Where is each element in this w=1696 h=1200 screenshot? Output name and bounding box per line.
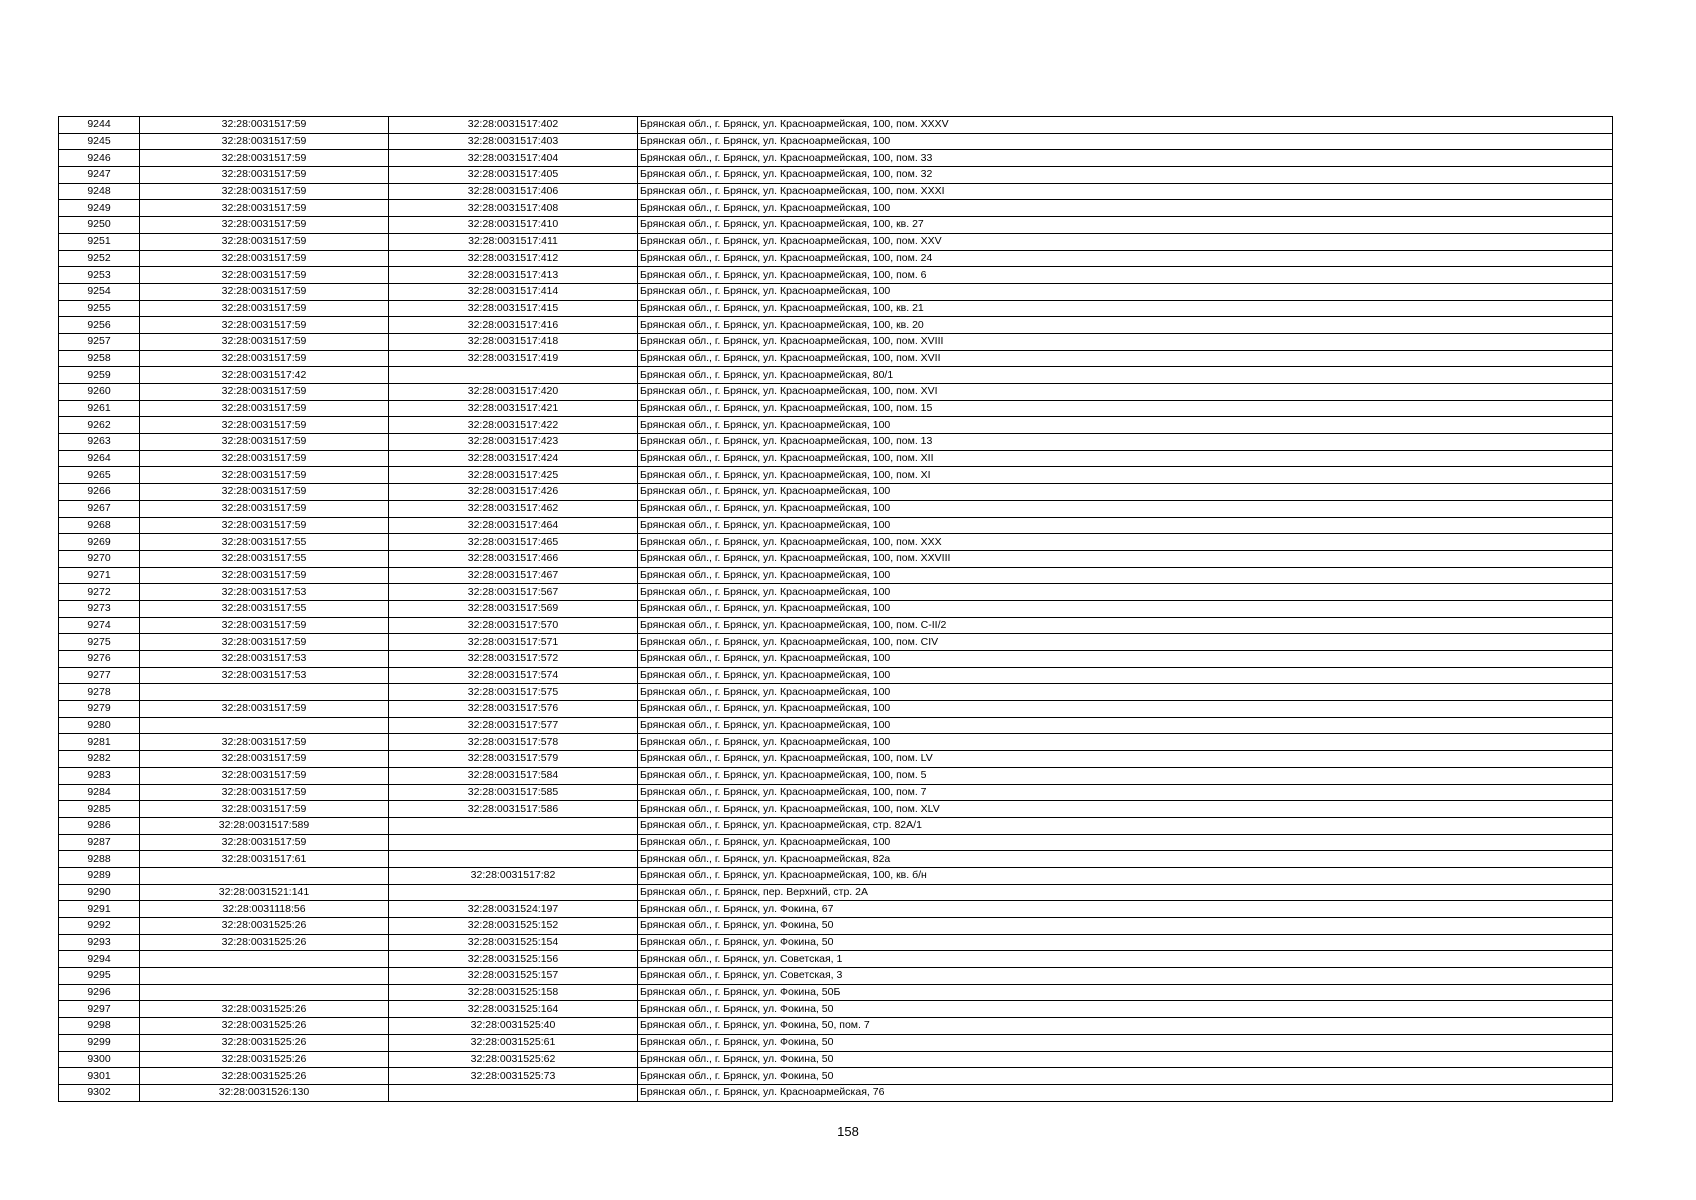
table-row (59, 283, 1613, 300)
land-cadastral-number-cell: 32:28:0031517:59 (140, 267, 389, 284)
table-row (59, 384, 1613, 401)
table-row (59, 150, 1613, 167)
table-row (59, 834, 1613, 851)
object-cadastral-number-cell: 32:28:0031517:577 (389, 717, 638, 734)
address-cell: Брянская обл., г. Брянск, ул. Красноармейская, 100, пом. XXXV (638, 117, 1613, 134)
object-cadastral-number-cell: 32:28:0031517:413 (389, 267, 638, 284)
address-cell: Брянская обл., г. Брянск, ул. Красноармейская, 100, пом. XXV (638, 233, 1613, 250)
land-cadastral-number-cell: 32:28:0031525:26 (140, 1068, 389, 1085)
row-number-cell: 9279 (59, 701, 140, 718)
object-cadastral-number-cell: 32:28:0031517:422 (389, 417, 638, 434)
object-cadastral-number-cell: 32:28:0031525:73 (389, 1068, 638, 1085)
object-cadastral-number-cell: 32:28:0031517:464 (389, 517, 638, 534)
row-number-cell: 9275 (59, 634, 140, 651)
address-cell: Брянская обл., г. Брянск, ул. Красноармейская, 100 (638, 417, 1613, 434)
address-cell: Брянская обл., г. Брянск, ул. Красноармейская, 100, пом. 33 (638, 150, 1613, 167)
row-number-cell: 9280 (59, 717, 140, 734)
address-cell: Брянская обл., г. Брянск, ул. Красноармейская, 100 (638, 567, 1613, 584)
object-cadastral-number-cell: 32:28:0031517:570 (389, 617, 638, 634)
row-number-cell: 9268 (59, 517, 140, 534)
land-cadastral-number-cell: 32:28:0031517:59 (140, 517, 389, 534)
land-cadastral-number-cell: 32:28:0031118:56 (140, 901, 389, 918)
address-cell: Брянская обл., г. Брянск, ул. Красноармейская, 100, пом. XII (638, 450, 1613, 467)
table-row (59, 133, 1613, 150)
table-row (59, 901, 1613, 918)
table-row (59, 200, 1613, 217)
object-cadastral-number-cell: 32:28:0031525:158 (389, 984, 638, 1001)
land-cadastral-number-cell (140, 717, 389, 734)
table-row (59, 550, 1613, 567)
land-cadastral-number-cell: 32:28:0031517:61 (140, 851, 389, 868)
address-cell: Брянская обл., г. Брянск, ул. Красноармейская, 76 (638, 1084, 1613, 1101)
address-cell: Брянская обл., г. Брянск, ул. Фокина, 50 (638, 918, 1613, 935)
object-cadastral-number-cell: 32:28:0031525:154 (389, 934, 638, 951)
address-cell: Брянская обл., г. Брянск, ул. Красноармейская, 100, пом. XI (638, 467, 1613, 484)
address-cell: Брянская обл., г. Брянск, ул. Красноармейская, 100, пом. 15 (638, 400, 1613, 417)
row-number-cell: 9260 (59, 384, 140, 401)
row-number-cell: 9255 (59, 300, 140, 317)
land-cadastral-number-cell: 32:28:0031517:59 (140, 567, 389, 584)
land-cadastral-number-cell: 32:28:0031517:59 (140, 117, 389, 134)
address-cell: Брянская обл., г. Брянск, ул. Красноармейская, 100, пом. XXX (638, 534, 1613, 551)
table-row (59, 784, 1613, 801)
object-cadastral-number-cell: 32:28:0031525:152 (389, 918, 638, 935)
address-cell: Брянская обл., г. Брянск, ул. Фокина, 50, пом. 7 (638, 1018, 1613, 1035)
row-number-cell: 9252 (59, 250, 140, 267)
table-row (59, 250, 1613, 267)
object-cadastral-number-cell: 32:28:0031525:62 (389, 1051, 638, 1068)
row-number-cell: 9257 (59, 333, 140, 350)
table-row (59, 951, 1613, 968)
object-cadastral-number-cell: 32:28:0031517:425 (389, 467, 638, 484)
address-cell: Брянская обл., г. Брянск, ул. Красноармейская, 100 (638, 517, 1613, 534)
land-cadastral-number-cell: 32:28:0031517:59 (140, 734, 389, 751)
row-number-cell: 9247 (59, 167, 140, 184)
address-cell: Брянская обл., г. Брянск, ул. Красноармейская, 100, пом. С-II/2 (638, 617, 1613, 634)
land-cadastral-number-cell: 32:28:0031517:59 (140, 500, 389, 517)
table-row (59, 617, 1613, 634)
row-number-cell: 9254 (59, 283, 140, 300)
row-number-cell: 9253 (59, 267, 140, 284)
object-cadastral-number-cell: 32:28:0031517:571 (389, 634, 638, 651)
object-cadastral-number-cell: 32:28:0031517:412 (389, 250, 638, 267)
object-cadastral-number-cell: 32:28:0031517:567 (389, 584, 638, 601)
object-cadastral-number-cell: 32:28:0031517:418 (389, 333, 638, 350)
land-cadastral-number-cell (140, 684, 389, 701)
row-number-cell: 9294 (59, 951, 140, 968)
object-cadastral-number-cell (389, 851, 638, 868)
land-cadastral-number-cell: 32:28:0031517:55 (140, 600, 389, 617)
row-number-cell: 9249 (59, 200, 140, 217)
land-cadastral-number-cell: 32:28:0031517:59 (140, 467, 389, 484)
row-number-cell: 9290 (59, 884, 140, 901)
row-number-cell: 9259 (59, 367, 140, 384)
address-cell: Брянская обл., г. Брянск, ул. Фокина, 50 (638, 1001, 1613, 1018)
page-number: 158 (837, 1124, 859, 1139)
land-cadastral-number-cell: 32:28:0031517:59 (140, 634, 389, 651)
table-row (59, 467, 1613, 484)
table-row (59, 233, 1613, 250)
address-cell: Брянская обл., г. Брянск, ул. Красноармейская, 82а (638, 851, 1613, 868)
address-cell: Брянская обл., г. Брянск, ул. Красноармейская, 100, пом. 32 (638, 167, 1613, 184)
table-row (59, 634, 1613, 651)
address-cell: Брянская обл., г. Брянск, ул. Красноармейская, 100, пом. 7 (638, 784, 1613, 801)
land-cadastral-number-cell: 32:28:0031517:42 (140, 367, 389, 384)
land-cadastral-number-cell: 32:28:0031517:59 (140, 167, 389, 184)
row-number-cell: 9261 (59, 400, 140, 417)
table-row (59, 1068, 1613, 1085)
land-cadastral-number-cell: 32:28:0031517:59 (140, 767, 389, 784)
table-row (59, 684, 1613, 701)
land-cadastral-number-cell: 32:28:0031517:59 (140, 751, 389, 768)
land-cadastral-number-cell: 32:28:0031517:59 (140, 300, 389, 317)
land-cadastral-number-cell: 32:28:0031525:26 (140, 1018, 389, 1035)
address-cell: Брянская обл., г. Брянск, ул. Красноармейская, 100, кв. 27 (638, 217, 1613, 234)
row-number-cell: 9256 (59, 317, 140, 334)
row-number-cell: 9248 (59, 183, 140, 200)
address-cell: Брянская обл., г. Брянск, ул. Красноармейская, 80/1 (638, 367, 1613, 384)
object-cadastral-number-cell: 32:28:0031517:574 (389, 667, 638, 684)
object-cadastral-number-cell: 32:28:0031517:579 (389, 751, 638, 768)
table-row (59, 717, 1613, 734)
row-number-cell: 9300 (59, 1051, 140, 1068)
address-cell: Брянская обл., г. Брянск, ул. Красноармейская, стр. 82А/1 (638, 817, 1613, 834)
table-row (59, 1001, 1613, 1018)
object-cadastral-number-cell: 32:28:0031517:410 (389, 217, 638, 234)
land-cadastral-number-cell (140, 984, 389, 1001)
table-row (59, 117, 1613, 134)
land-cadastral-number-cell: 32:28:0031517:59 (140, 484, 389, 501)
object-cadastral-number-cell: 32:28:0031517:586 (389, 801, 638, 818)
address-cell: Брянская обл., г. Брянск, ул. Фокина, 50 (638, 1051, 1613, 1068)
land-cadastral-number-cell: 32:28:0031517:59 (140, 417, 389, 434)
object-cadastral-number-cell: 32:28:0031517:406 (389, 183, 638, 200)
row-number-cell: 9285 (59, 801, 140, 818)
land-cadastral-number-cell: 32:28:0031526:130 (140, 1084, 389, 1101)
land-cadastral-number-cell: 32:28:0031517:53 (140, 584, 389, 601)
object-cadastral-number-cell: 32:28:0031517:467 (389, 567, 638, 584)
address-cell: Брянская обл., г. Брянск, ул. Красноармейская, 100, пом. XXVIII (638, 550, 1613, 567)
address-cell: Брянская обл., г. Брянск, ул. Красноармейская, 100, пом. LV (638, 751, 1613, 768)
object-cadastral-number-cell: 32:28:0031517:403 (389, 133, 638, 150)
land-cadastral-number-cell: 32:28:0031517:59 (140, 200, 389, 217)
land-cadastral-number-cell: 32:28:0031517:59 (140, 784, 389, 801)
row-number-cell: 9269 (59, 534, 140, 551)
object-cadastral-number-cell: 32:28:0031517:576 (389, 701, 638, 718)
table-row (59, 1034, 1613, 1051)
address-cell: Брянская обл., г. Брянск, ул. Красноармейская, 100, пом. XVIII (638, 333, 1613, 350)
object-cadastral-number-cell: 32:28:0031517:416 (389, 317, 638, 334)
row-number-cell: 9265 (59, 467, 140, 484)
land-cadastral-number-cell: 32:28:0031517:59 (140, 150, 389, 167)
object-cadastral-number-cell: 32:28:0031517:584 (389, 767, 638, 784)
object-cadastral-number-cell: 32:28:0031517:575 (389, 684, 638, 701)
land-cadastral-number-cell: 32:28:0031517:59 (140, 250, 389, 267)
table-row (59, 300, 1613, 317)
address-cell: Брянская обл., г. Брянск, ул. Красноармейская, 100 (638, 717, 1613, 734)
land-cadastral-number-cell: 32:28:0031517:59 (140, 834, 389, 851)
row-number-cell: 9297 (59, 1001, 140, 1018)
address-cell: Брянская обл., г. Брянск, ул. Советская, 3 (638, 968, 1613, 985)
land-cadastral-number-cell (140, 867, 389, 884)
address-cell: Брянская обл., г. Брянск, ул. Красноармейская, 100, пом. CIV (638, 634, 1613, 651)
row-number-cell: 9286 (59, 817, 140, 834)
row-number-cell: 9266 (59, 484, 140, 501)
land-cadastral-number-cell: 32:28:0031517:59 (140, 333, 389, 350)
land-cadastral-number-cell: 32:28:0031517:59 (140, 183, 389, 200)
row-number-cell: 9295 (59, 968, 140, 985)
land-cadastral-number-cell: 32:28:0031517:59 (140, 384, 389, 401)
table-row (59, 851, 1613, 868)
row-number-cell: 9302 (59, 1084, 140, 1101)
address-cell: Брянская обл., г. Брянск, ул. Фокина, 50 (638, 1034, 1613, 1051)
object-cadastral-number-cell: 32:28:0031525:157 (389, 968, 638, 985)
row-number-cell: 9264 (59, 450, 140, 467)
object-cadastral-number-cell: 32:28:0031517:419 (389, 350, 638, 367)
land-cadastral-number-cell: 32:28:0031517:59 (140, 133, 389, 150)
land-cadastral-number-cell: 32:28:0031517:59 (140, 450, 389, 467)
land-cadastral-number-cell: 32:28:0031517:59 (140, 434, 389, 451)
table-row (59, 567, 1613, 584)
row-number-cell: 9291 (59, 901, 140, 918)
address-cell: Брянская обл., г. Брянск, ул. Фокина, 50Б (638, 984, 1613, 1001)
address-cell: Брянская обл., г. Брянск, ул. Красноармейская, 100, кв. б/н (638, 867, 1613, 884)
table-row (59, 934, 1613, 951)
land-cadastral-number-cell: 32:28:0031517:59 (140, 701, 389, 718)
table-row (59, 367, 1613, 384)
table-row (59, 968, 1613, 985)
address-cell: Брянская обл., г. Брянск, ул. Красноармейская, 100 (638, 133, 1613, 150)
object-cadastral-number-cell: 32:28:0031517:414 (389, 283, 638, 300)
address-cell: Брянская обл., г. Брянск, ул. Красноармейская, 100 (638, 484, 1613, 501)
table-row (59, 701, 1613, 718)
row-number-cell: 9282 (59, 751, 140, 768)
table-row (59, 534, 1613, 551)
row-number-cell: 9251 (59, 233, 140, 250)
table-row (59, 867, 1613, 884)
address-cell: Брянская обл., г. Брянск, ул. Фокина, 67 (638, 901, 1613, 918)
object-cadastral-number-cell (389, 817, 638, 834)
address-cell: Брянская обл., г. Брянск, ул. Красноармейская, 100 (638, 667, 1613, 684)
land-cadastral-number-cell: 32:28:0031525:26 (140, 934, 389, 951)
row-number-cell: 9292 (59, 918, 140, 935)
object-cadastral-number-cell: 32:28:0031517:426 (389, 484, 638, 501)
table-row (59, 183, 1613, 200)
table-row (59, 984, 1613, 1001)
address-cell: Брянская обл., г. Брянск, ул. Красноармейская, 100 (638, 500, 1613, 517)
address-cell: Брянская обл., г. Брянск, ул. Красноармейская, 100 (638, 834, 1613, 851)
object-cadastral-number-cell: 32:28:0031517:585 (389, 784, 638, 801)
address-cell: Брянская обл., г. Брянск, ул. Красноармейская, 100, пом. 5 (638, 767, 1613, 784)
table-row (59, 918, 1613, 935)
table-row (59, 1084, 1613, 1101)
row-number-cell: 9276 (59, 651, 140, 668)
table-row (59, 1051, 1613, 1068)
table-row (59, 484, 1613, 501)
land-cadastral-number-cell: 32:28:0031517:59 (140, 283, 389, 300)
row-number-cell: 9274 (59, 617, 140, 634)
row-number-cell: 9301 (59, 1068, 140, 1085)
land-cadastral-number-cell: 32:28:0031525:26 (140, 1051, 389, 1068)
table-row (59, 400, 1613, 417)
address-cell: Брянская обл., г. Брянск, ул. Фокина, 50 (638, 1068, 1613, 1085)
row-number-cell: 9296 (59, 984, 140, 1001)
address-cell: Брянская обл., г. Брянск, ул. Красноармейская, 100, пом. 24 (638, 250, 1613, 267)
row-number-cell: 9281 (59, 734, 140, 751)
table-row (59, 801, 1613, 818)
object-cadastral-number-cell: 32:28:0031517:466 (389, 550, 638, 567)
registry-table (58, 116, 1613, 1102)
address-cell: Брянская обл., г. Брянск, ул. Красноармейская, 100 (638, 600, 1613, 617)
row-number-cell: 9258 (59, 350, 140, 367)
table-row (59, 651, 1613, 668)
object-cadastral-number-cell (389, 367, 638, 384)
address-cell: Брянская обл., г. Брянск, ул. Советская, 1 (638, 951, 1613, 968)
row-number-cell: 9287 (59, 834, 140, 851)
land-cadastral-number-cell: 32:28:0031517:55 (140, 534, 389, 551)
land-cadastral-number-cell (140, 968, 389, 985)
row-number-cell: 9267 (59, 500, 140, 517)
address-cell: Брянская обл., г. Брянск, ул. Красноармейская, 100 (638, 200, 1613, 217)
object-cadastral-number-cell: 32:28:0031517:404 (389, 150, 638, 167)
address-cell: Брянская обл., г. Брянск, ул. Красноармейская, 100 (638, 584, 1613, 601)
object-cadastral-number-cell: 32:28:0031525:40 (389, 1018, 638, 1035)
table-row (59, 584, 1613, 601)
table-row (59, 317, 1613, 334)
table-row (59, 167, 1613, 184)
object-cadastral-number-cell (389, 834, 638, 851)
table-row (59, 751, 1613, 768)
object-cadastral-number-cell: 32:28:0031517:405 (389, 167, 638, 184)
object-cadastral-number-cell: 32:28:0031517:82 (389, 867, 638, 884)
land-cadastral-number-cell: 32:28:0031517:59 (140, 617, 389, 634)
land-cadastral-number-cell: 32:28:0031517:59 (140, 801, 389, 818)
table-row (59, 417, 1613, 434)
table-row (59, 333, 1613, 350)
address-cell: Брянская обл., г. Брянск, ул. Красноармейская, 100 (638, 283, 1613, 300)
address-cell: Брянская обл., г. Брянск, ул. Красноармейская, 100 (638, 701, 1613, 718)
address-cell: Брянская обл., г. Брянск, ул. Фокина, 50 (638, 934, 1613, 951)
object-cadastral-number-cell: 32:28:0031517:421 (389, 400, 638, 417)
table-row (59, 667, 1613, 684)
table-row (59, 500, 1613, 517)
row-number-cell: 9244 (59, 117, 140, 134)
table-row (59, 734, 1613, 751)
object-cadastral-number-cell: 32:28:0031517:578 (389, 734, 638, 751)
object-cadastral-number-cell: 32:28:0031517:423 (389, 434, 638, 451)
row-number-cell: 9278 (59, 684, 140, 701)
address-cell: Брянская обл., г. Брянск, ул. Красноармейская, 100, пом. 6 (638, 267, 1613, 284)
object-cadastral-number-cell: 32:28:0031517:420 (389, 384, 638, 401)
table-row (59, 350, 1613, 367)
address-cell: Брянская обл., г. Брянск, ул. Красноармейская, 100, пом. 13 (638, 434, 1613, 451)
land-cadastral-number-cell: 32:28:0031517:589 (140, 817, 389, 834)
land-cadastral-number-cell: 32:28:0031525:26 (140, 1001, 389, 1018)
object-cadastral-number-cell: 32:28:0031517:424 (389, 450, 638, 467)
address-cell: Брянская обл., г. Брянск, ул. Красноармейская, 100, пом. XVII (638, 350, 1613, 367)
object-cadastral-number-cell: 32:28:0031525:164 (389, 1001, 638, 1018)
registry-table-body (59, 117, 1613, 1102)
object-cadastral-number-cell: 32:28:0031517:402 (389, 117, 638, 134)
land-cadastral-number-cell: 32:28:0031517:59 (140, 217, 389, 234)
land-cadastral-number-cell: 32:28:0031525:26 (140, 1034, 389, 1051)
row-number-cell: 9263 (59, 434, 140, 451)
object-cadastral-number-cell: 32:28:0031517:465 (389, 534, 638, 551)
table-row (59, 767, 1613, 784)
address-cell: Брянская обл., г. Брянск, ул. Красноармейская, 100 (638, 734, 1613, 751)
object-cadastral-number-cell: 32:28:0031517:572 (389, 651, 638, 668)
object-cadastral-number-cell: 32:28:0031517:415 (389, 300, 638, 317)
row-number-cell: 9289 (59, 867, 140, 884)
object-cadastral-number-cell: 32:28:0031517:462 (389, 500, 638, 517)
row-number-cell: 9273 (59, 600, 140, 617)
address-cell: Брянская обл., г. Брянск, пер. Верхний, стр. 2А (638, 884, 1613, 901)
object-cadastral-number-cell: 32:28:0031525:61 (389, 1034, 638, 1051)
land-cadastral-number-cell: 32:28:0031517:55 (140, 550, 389, 567)
land-cadastral-number-cell: 32:28:0031521:141 (140, 884, 389, 901)
object-cadastral-number-cell: 32:28:0031525:156 (389, 951, 638, 968)
address-cell: Брянская обл., г. Брянск, ул. Красноармейская, 100, пом. XLV (638, 801, 1613, 818)
table-row (59, 434, 1613, 451)
address-cell: Брянская обл., г. Брянск, ул. Красноармейская, 100, кв. 20 (638, 317, 1613, 334)
land-cadastral-number-cell: 32:28:0031517:59 (140, 317, 389, 334)
table-row (59, 217, 1613, 234)
address-cell: Брянская обл., г. Брянск, ул. Красноармейская, 100 (638, 684, 1613, 701)
row-number-cell: 9250 (59, 217, 140, 234)
object-cadastral-number-cell: 32:28:0031517:411 (389, 233, 638, 250)
table-row (59, 1018, 1613, 1035)
object-cadastral-number-cell (389, 1084, 638, 1101)
table-row (59, 450, 1613, 467)
row-number-cell: 9283 (59, 767, 140, 784)
object-cadastral-number-cell: 32:28:0031524:197 (389, 901, 638, 918)
row-number-cell: 9298 (59, 1018, 140, 1035)
object-cadastral-number-cell (389, 884, 638, 901)
address-cell: Брянская обл., г. Брянск, ул. Красноармейская, 100, пом. XVI (638, 384, 1613, 401)
row-number-cell: 9262 (59, 417, 140, 434)
address-cell: Брянская обл., г. Брянск, ул. Красноармейская, 100, кв. 21 (638, 300, 1613, 317)
land-cadastral-number-cell: 32:28:0031517:59 (140, 400, 389, 417)
address-cell: Брянская обл., г. Брянск, ул. Красноармейская, 100, пом. XXXI (638, 183, 1613, 200)
table-row (59, 267, 1613, 284)
land-cadastral-number-cell: 32:28:0031517:53 (140, 667, 389, 684)
address-cell: Брянская обл., г. Брянск, ул. Красноармейская, 100 (638, 651, 1613, 668)
row-number-cell: 9288 (59, 851, 140, 868)
object-cadastral-number-cell: 32:28:0031517:569 (389, 600, 638, 617)
row-number-cell: 9299 (59, 1034, 140, 1051)
row-number-cell: 9272 (59, 584, 140, 601)
row-number-cell: 9271 (59, 567, 140, 584)
row-number-cell: 9270 (59, 550, 140, 567)
row-number-cell: 9293 (59, 934, 140, 951)
object-cadastral-number-cell: 32:28:0031517:408 (389, 200, 638, 217)
row-number-cell: 9245 (59, 133, 140, 150)
land-cadastral-number-cell: 32:28:0031517:59 (140, 350, 389, 367)
row-number-cell: 9284 (59, 784, 140, 801)
table-row (59, 817, 1613, 834)
land-cadastral-number-cell (140, 951, 389, 968)
table-row (59, 600, 1613, 617)
land-cadastral-number-cell: 32:28:0031517:53 (140, 651, 389, 668)
table-row (59, 517, 1613, 534)
row-number-cell: 9277 (59, 667, 140, 684)
row-number-cell: 9246 (59, 150, 140, 167)
table-row (59, 884, 1613, 901)
land-cadastral-number-cell: 32:28:0031525:26 (140, 918, 389, 935)
land-cadastral-number-cell: 32:28:0031517:59 (140, 233, 389, 250)
